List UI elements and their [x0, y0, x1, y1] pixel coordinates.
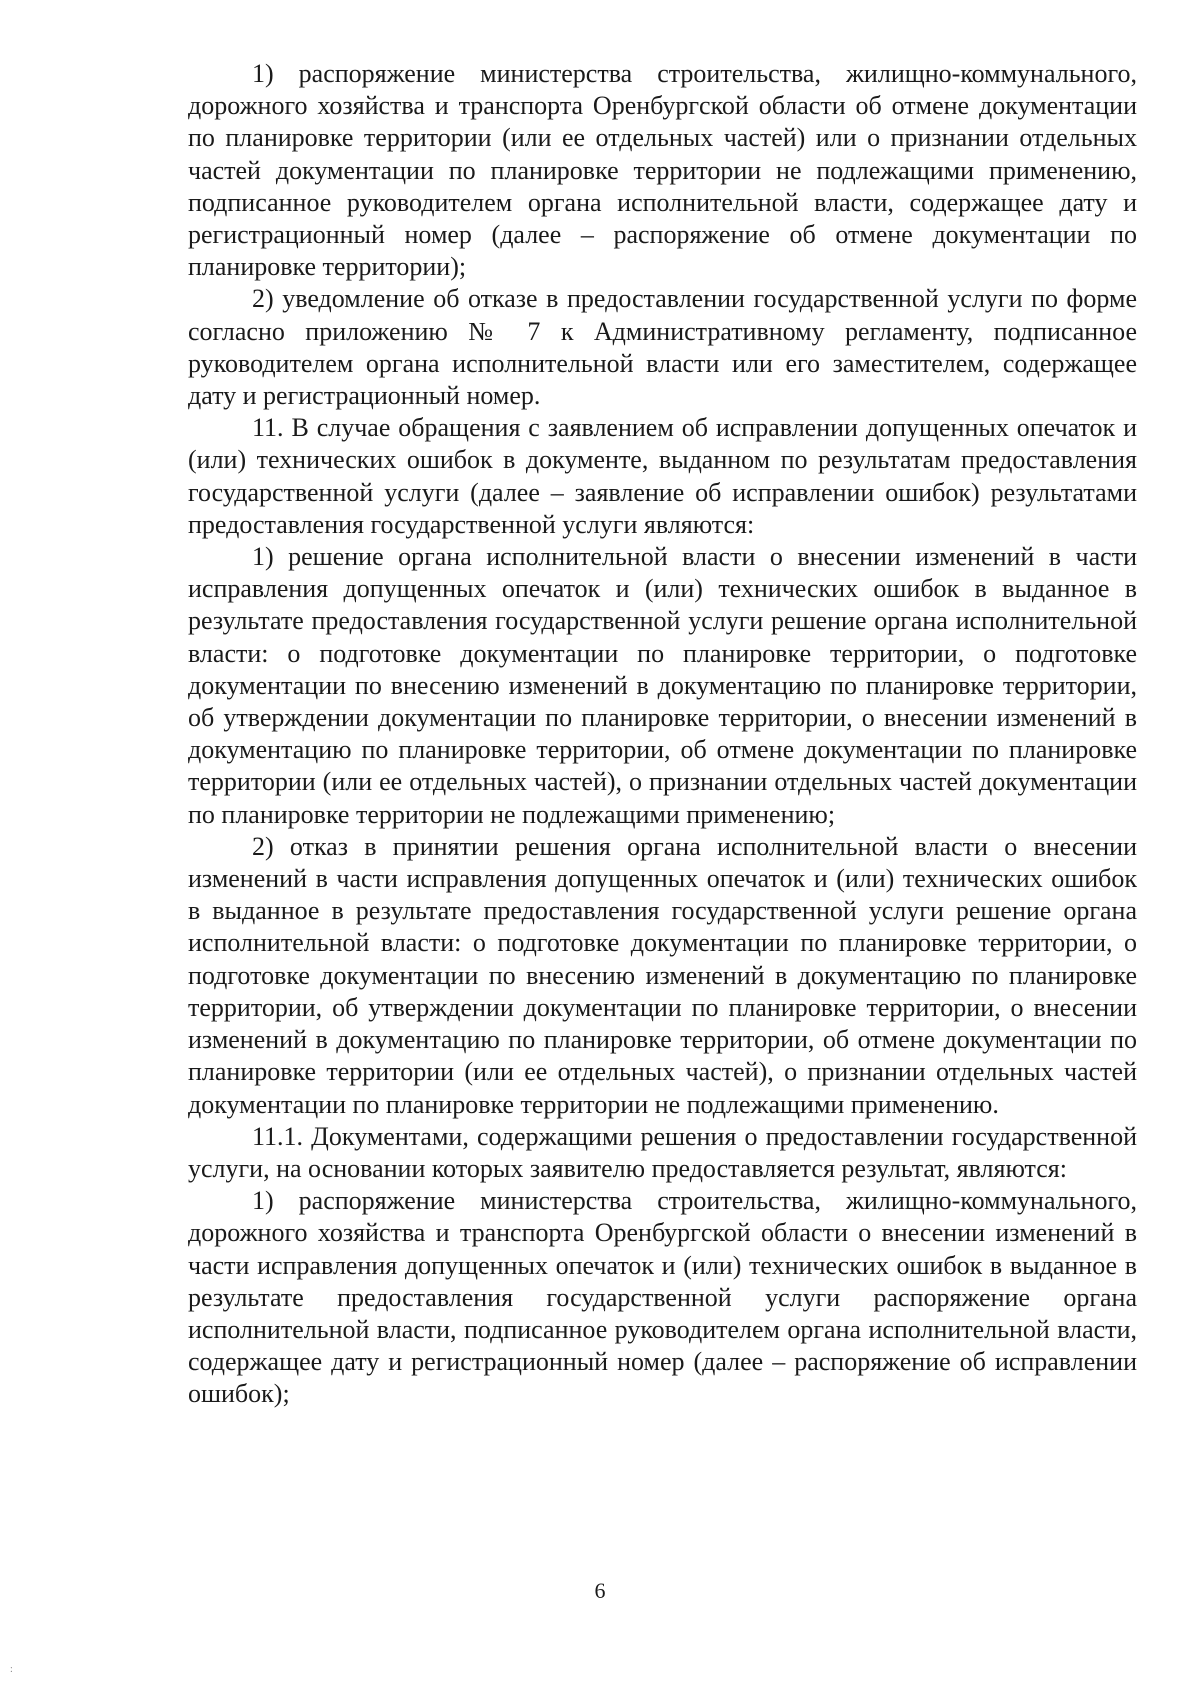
- page-number: 6: [594, 1578, 606, 1603]
- paragraph-refusal-notice: 2) уведомление об отказе в предоставлении государственной услуги по форме согласно приложению № 7 к Административному регламенту, подписанное руководителем органа исполнительной власти или его заместителем, содержащее дату и регистрационный номер.: [188, 284, 1137, 411]
- paragraph-decision-changes: 1) решение органа исполнительной власти о внесении изменений в части исправления допущенных опечаток и (или) технических ошибок в выданное в результате предоставления государственной услуги решение органа исполнительной власти: о подготовке документации по планировке территории, о подготовке документации по внесению изменений в документацию по планировке территории, об утверждении документации по планировке территории, о внесении изменений в документацию по планировке территории, об отмене документации по планировке территории (или ее отдельных частей), о признании отдельных частей документации по планировке территории не подлежащими применению;: [188, 542, 1137, 829]
- paragraph-order-corrections: 1) распоряжение министерства строительства, жилищно-коммунального, дорожного хозяйства и транспорта Оренбургской области о внесении изменений в части исправления допущенных опечаток и (или) технических ошибок в выданное в результате предоставления государственной услуги распоряжение органа исполнительной власти, подписанное руководителем органа исполнительной власти, содержащее дату и регистрационный номер (далее – распоряжение об исправлении ошибок);: [188, 1186, 1137, 1409]
- document-body: [188, 58, 1137, 1411]
- paragraph-clause-11-1: 11.1. Документами, содержащими решения о предоставлении государственной услуги, на основании которых заявителю предоставляется результат, являются:: [188, 1121, 1137, 1183]
- paragraph-clause-11: 11. В случае обращения с заявлением об исправлении допущенных опечаток и (или) технических ошибок в документе, выданном по результатам предоставления государственной услуги (далее – заявление об исправлении ошибок) результатами предоставления государственной услуги являются:: [188, 413, 1137, 539]
- paragraph-order-cancel: 1) распоряжение министерства строительства, жилищно-коммунального, дорожного хозяйства и транспорта Оренбургской области об отмене документации по планировке территории (или ее отдельных частей) или о признании отдельных частей документации по планировке территории не подлежащими применению, подписанное руководителем органа исполнительной власти, содержащее дату и регистрационный номер (далее – распоряжение об отмене документации по планировке территории);: [188, 59, 1137, 282]
- scan-edge-mark: :: [10, 1664, 13, 1675]
- paragraph-refusal-decision: 2) отказ в принятии решения органа исполнительной власти о внесении изменений в части исправления допущенных опечаток и (или) технических ошибок в выданное в результате предоставления государственной услуги решение органа исполнительной власти: о подготовке документации по планировке территории, о подготовке документации по внесению изменений в документацию по планировке территории, об утверждении документации по планировке территории, о внесении изменений в документацию по планировке территории, об отмене документации по планировке территории (или ее отдельных частей), о признании отдельных частей документации по планировке территории не подлежащими применению.: [188, 831, 1137, 1119]
